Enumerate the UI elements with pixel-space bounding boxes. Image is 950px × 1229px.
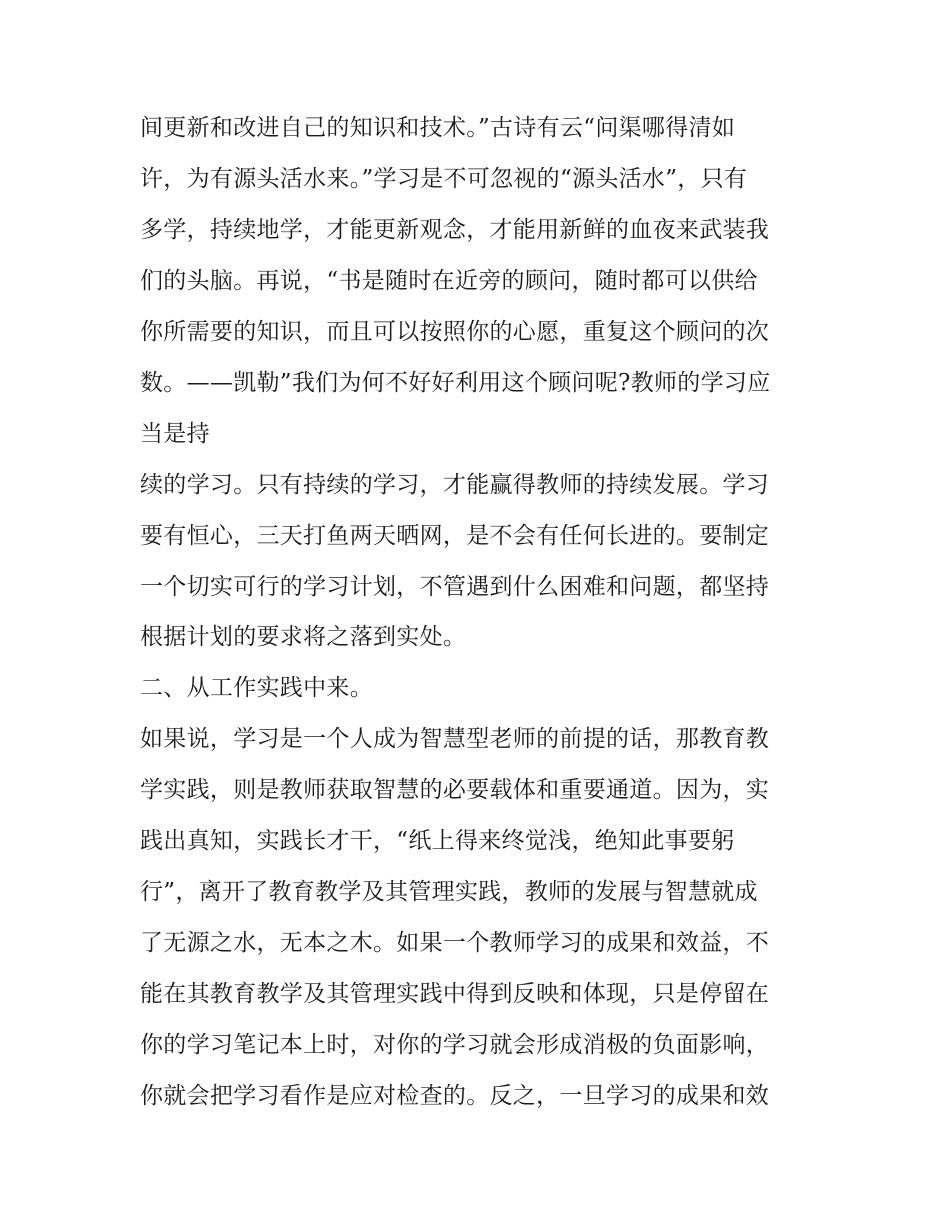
text-line: 数。——凯勒”我们为何不好好利用这个顾问呢?教师的学习应 [140, 370, 771, 396]
text-line: 了无源之水，无本之木。如果一个教师学习的成果和效益，不 [140, 930, 770, 956]
text-line: 多学，持续地学，才能更新观念，才能用新鲜的血夜来武装我 [140, 217, 770, 243]
text-line: 许，为有源头活水来。”学习是不可忽视的“源头活水”，只有 [140, 166, 748, 192]
text-line: 们的头脑。再说，“书是随时在近旁的顾问，随时都可以供给 [140, 268, 758, 294]
section-heading: 二、从工作实践中来。 [140, 675, 373, 701]
text-line: 你就会把学习看作是应对检查的。反之，一旦学习的成果和效 [140, 1083, 770, 1109]
text-line: 学实践，则是教师获取智慧的必要载体和重要通道。因为，实 [140, 777, 770, 803]
text-line: 行”，离开了教育教学及其管理实践，教师的发展与智慧就成 [140, 879, 758, 905]
text-line: 你所需要的知识，而且可以按照你的心愿，重复这个顾问的次 [140, 319, 770, 345]
text-line: 能在其教育教学及其管理实践中得到反映和体现，只是停留在 [140, 981, 770, 1007]
text-line: 践出真知，实践长才干，“纸上得来终觉浅，绝知此事要躬 [140, 828, 735, 854]
text-line: 如果说，学习是一个人成为智慧型老师的前提的话，那教育教 [140, 726, 770, 752]
text-line: 当是持 [140, 421, 210, 447]
text-line: 一个切实可行的学习计划，不管遇到什么困难和问题，都坚持 [140, 574, 770, 600]
text-line: 根据计划的要求将之落到实处。 [140, 624, 467, 650]
text-line: 要有恒心，三天打鱼两天晒网，是不会有任何长进的。要制定 [140, 523, 770, 549]
text-line: 间更新和改进自己的知识和技术。”古诗有云“问渠哪得清如 [140, 115, 736, 141]
text-line: 续的学习。只有持续的学习，才能赢得教师的持续发展。学习 [140, 472, 770, 498]
text-line: 你的学习笔记本上时，对你的学习就会形成消极的负面影响， [140, 1032, 770, 1058]
